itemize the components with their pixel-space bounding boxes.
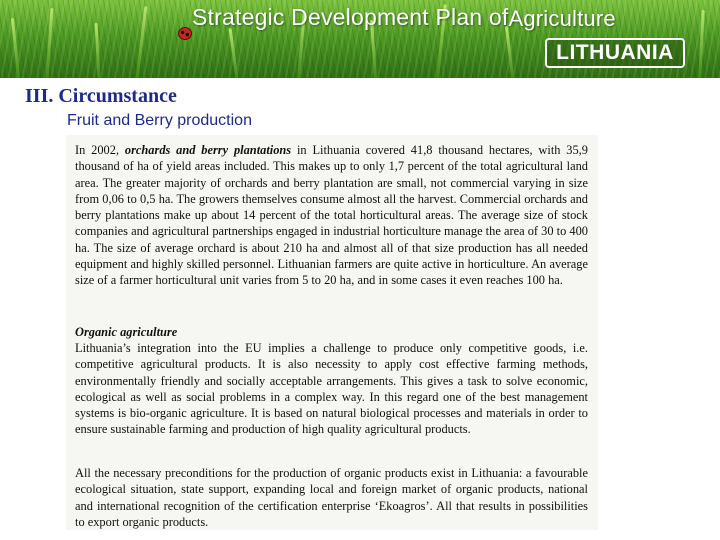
header-banner [0,0,720,78]
p1-lead: In 2002, [75,143,120,157]
section-subheading: Fruit and Berry production [67,112,252,129]
paragraph-fruit-berry [75,142,588,289]
document-scan [66,135,598,530]
organic-agriculture-heading: Organic agriculture [75,325,178,339]
ladybug-icon [178,27,192,40]
page-title [192,4,616,31]
p1-body: in Lithuania covered 41,8 thousand hectares, with 35,9 thousand of ha of yield areas included. This makes up to only 1,7 percent of the total agricultural land area. The greater majority of orchards and berry plantation are small, not commercial varying in size from 0,06 to 0,5 ha. The growers themselves consume almost all the harvest. Commercial orchards and berry plantations make up about 14 percent of the total horticultural areas. The average size of stock companies and agricultural partnerships engaged in industrial horticulture manage the area of 30 to 400 ha. The size of average orchard is about 210 ha and almost all of that size production has all needed equipment and highly skilled personnel. Lithuanian farmers are quite active in horticulture. An average size of a farmer horticultural unit varies from 5 to 20 ha, and in some cases it even reaches 100 ha. [75,143,588,288]
title-second: Agriculture [508,6,616,31]
title-main: Strategic Development Plan of [192,4,509,30]
paragraph-organic: Lithuania’s integration into the EU implies a challenge to produce only competitive goods, i.e. competitive agricultural products. It is also necessity to apply cost effective farming methods, environmentally friendly and socially acceptable arrangements. This gives a task to solve economic, ecological as well as social problems in a complex way. In this regard one of the best management systems is bio-organic agriculture. It is based on natural biological processes and materials in order to ensure sustainable farming and production of high quality agricultural products. [75,341,588,437]
p1-emphasis: orchards and berry plantations [124,143,292,157]
section-heading: III. Circumstance [25,85,177,107]
country-badge: LITHUANIA [545,38,685,68]
paragraph-preconditions: All the necessary preconditions for the production of organic products exist in Lithuania: a favourable ecological situation, state support, expanding local and foreign market of organic products, national and international recognition of the certification enterprise ‘Ekoagros’. All that results in possibilities to export organic products. [75,466,588,529]
